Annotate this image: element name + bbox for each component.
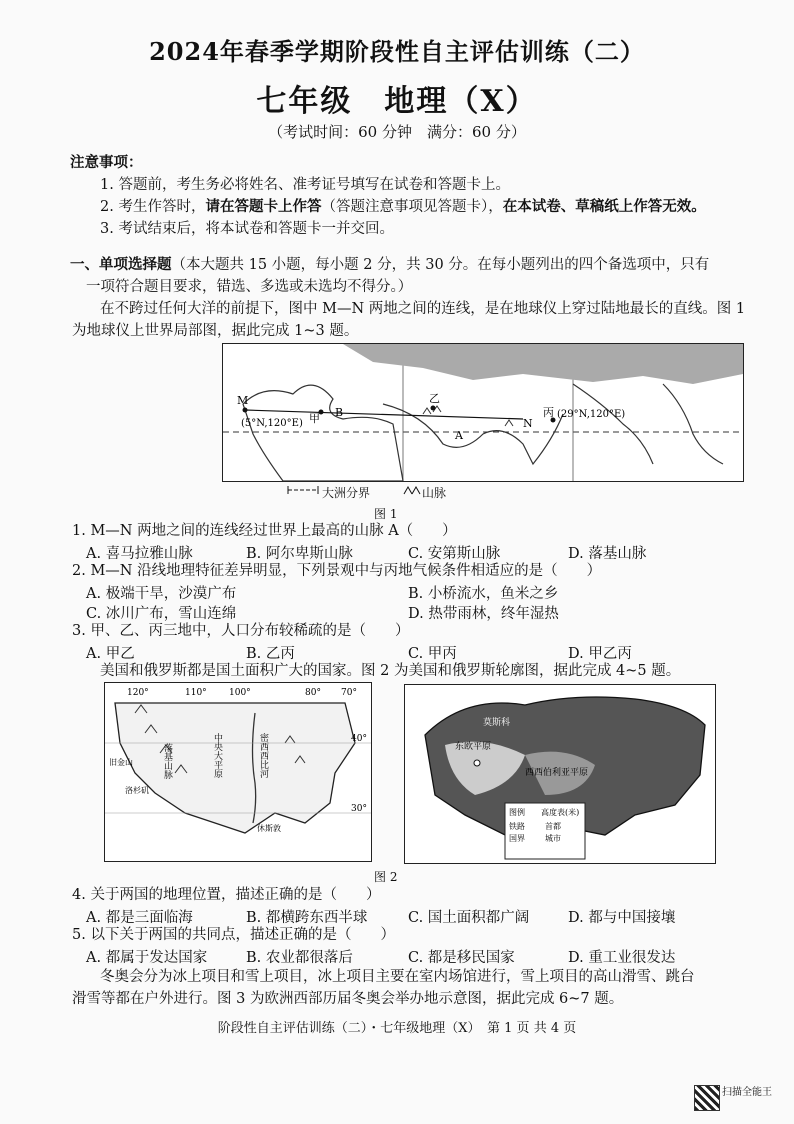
- scanner-watermark: 扫描全能王: [722, 1087, 772, 1098]
- usa-river-label: 密西西比河: [258, 733, 268, 778]
- q5-option-c[interactable]: C. 都是移民国家: [408, 950, 515, 966]
- qr-code-icon: [694, 1085, 720, 1111]
- q4-stem: 4. 关于两国的地理位置，描述正确的是（ ）: [72, 887, 381, 903]
- ru-legend-city: 城市: [545, 834, 561, 843]
- q3-option-d[interactable]: D. 甲乙丙: [568, 646, 632, 662]
- q4-option-b[interactable]: B. 都横跨东西半球: [246, 910, 368, 926]
- usa-lon-100: 100°: [229, 688, 251, 698]
- q1-stem: 1. M—N 两地之间的连线经过世界上最高的山脉 A（ ）: [72, 523, 457, 539]
- ru-plain-label: 东欧平原: [455, 742, 492, 752]
- figure-2-usa-svg: [105, 683, 371, 861]
- usa-outline: [115, 703, 355, 833]
- intro-1-line-1: 在不跨过任何大洋的前提下，图中 M—N 两地之间的连线，是在地球仪上穿过陆地最长的直线。图 1: [100, 301, 746, 317]
- q3-stem: 3. 甲、乙、丙三地中，人口分布较稀疏的是（ ）: [72, 623, 410, 639]
- usa-city-sf: 旧金山: [109, 758, 133, 767]
- ru-city-label: 莫斯科: [483, 718, 511, 728]
- usa-city-la: 洛杉矶: [125, 786, 149, 795]
- figure-2-caption: 图 2: [374, 870, 398, 884]
- exam-title: 2024年春季学期阶段性自主评估训练（二）: [149, 37, 645, 66]
- exam-subtitle: 七年级 地理（X）: [256, 84, 538, 119]
- notice-item-1: 1. 答题前，考生务必将姓名、准考证号填写在试卷和答题卡上。: [100, 177, 510, 193]
- q4-option-d[interactable]: D. 都与中国接壤: [568, 910, 676, 926]
- label-bing: 丙: [543, 406, 554, 419]
- section-heading-line: [70, 254, 709, 276]
- figure-1-svg: [223, 344, 743, 481]
- notice-item-2-a: 2. 考生作答时，: [100, 199, 206, 215]
- section-desc-1: （本大题共 15 小题，每小题 2 分，共 30 分。在每小题列出的四个备选项中，只有: [171, 257, 710, 273]
- label-jia: 甲: [309, 412, 320, 425]
- usa-lon-80: 80°: [305, 688, 321, 698]
- usa-rocky-label: 落基山脉: [162, 743, 172, 779]
- usa-lat-40-label: 40°: [351, 734, 367, 744]
- point-yi: [431, 406, 436, 411]
- legend-mountain-icon: [402, 484, 422, 496]
- page-footer: 阶段性自主评估训练（二）・七年级地理（X） 第 1 页 共 4 页: [217, 1021, 577, 1036]
- figure-2-usa-map: [104, 682, 372, 862]
- usa-city-houston: 休斯敦: [257, 824, 281, 833]
- q1-option-d[interactable]: D. 落基山脉: [568, 546, 647, 562]
- section-heading: 一、单项选择题: [70, 256, 172, 273]
- q5-option-d[interactable]: D. 重工业很发达: [568, 950, 676, 966]
- q2-option-a[interactable]: A. 极端干旱，沙漠广布: [86, 586, 237, 602]
- label-m: M: [237, 394, 249, 407]
- usa-lat-30-label: 30°: [351, 804, 367, 814]
- ru-legend-border: 国界: [509, 834, 525, 843]
- coord-left: (5°N,120°E): [241, 418, 303, 429]
- figure-2-russia-map: [404, 684, 716, 864]
- moscow-dot: [474, 760, 480, 766]
- q2-option-b[interactable]: B. 小桥流水，鱼米之乡: [408, 586, 559, 602]
- intro-1-line-2: 为地球仪上世界局部图，据此完成 1~3 题。: [72, 323, 359, 339]
- point-m: [243, 408, 248, 413]
- figure-1-caption: 图 1: [374, 507, 398, 521]
- q5-option-a[interactable]: A. 都属于发达国家: [86, 950, 208, 966]
- notice-item-2-b: 请在答题卡上作答: [205, 198, 322, 215]
- asia-coast: [383, 404, 563, 464]
- coord-right: (29°N,120°E): [557, 409, 626, 420]
- legend-mountain: 山脉: [422, 486, 447, 500]
- notice-item-3: 3. 考试结束后，将本试卷和答题卡一并交回。: [100, 221, 394, 237]
- q5-option-b[interactable]: B. 农业都很落后: [246, 950, 353, 966]
- q1-option-c[interactable]: C. 安第斯山脉: [408, 546, 501, 562]
- q1-option-b[interactable]: B. 阿尔卑斯山脉: [246, 546, 353, 562]
- usa-lon-70: 70°: [341, 688, 357, 698]
- label-a: A: [455, 429, 463, 442]
- q4-option-c[interactable]: C. 国土面积都广阔: [408, 910, 530, 926]
- usa-plain-label: 中央大平原: [212, 733, 222, 778]
- usa-lon-120: 120°: [127, 688, 149, 698]
- legend-boundary: 大洲分界: [322, 486, 371, 500]
- q1-option-a[interactable]: A. 喜马拉雅山脉: [86, 546, 193, 562]
- intro-3-line-1: 冬奥会分为冰上项目和雪上项目，冰上项目主要在室内场馆进行，雪上项目的高山滑雪、跳台: [100, 969, 695, 985]
- q2-option-d[interactable]: D. 热带雨林，终年湿热: [408, 606, 559, 622]
- ru-legend-capital: 首都: [545, 822, 561, 831]
- q2-option-c[interactable]: C. 冰川广布，雪山连绵: [86, 606, 237, 622]
- notice-item-2-c: （答题注意事项见答题卡），: [321, 199, 503, 215]
- exam-info: （考试时间：60 分钟 满分：60 分）: [268, 123, 526, 141]
- q3-option-c[interactable]: C. 甲丙: [408, 646, 457, 662]
- intro-2: 美国和俄罗斯都是国土面积广大的国家。图 2 为美国和俄罗斯轮廓图，据此完成 4~5 题。: [100, 663, 681, 679]
- intro-3-line-2: 滑雪等都在户外进行。图 3 为欧洲西部历届冬奥会举办地示意图，据此完成 6~7 题。: [72, 991, 624, 1007]
- notice-heading: 注意事项：: [70, 154, 143, 171]
- africa-europe-coast: [243, 385, 403, 481]
- label-yi: 乙: [429, 392, 440, 405]
- legend-boundary-icon: [286, 484, 320, 496]
- usa-lon-110: 110°: [185, 688, 207, 698]
- east-asia-coast: [573, 384, 723, 464]
- q4-option-a[interactable]: A. 都是三面临海: [86, 910, 193, 926]
- ru-legend-title: 图例: [509, 808, 525, 817]
- notice-item-2: [100, 196, 706, 218]
- ru-plain2-label: 西西伯利亚平原: [525, 768, 589, 778]
- label-b: B: [335, 406, 344, 419]
- q5-stem: 5. 以下关于两国的共同点，描述正确的是（ ）: [72, 927, 395, 943]
- section-desc-2: 一项符合题目要求，错选、多选或未选均不得分。）: [86, 279, 413, 295]
- ru-legend-rail: 铁路: [509, 822, 525, 831]
- q3-option-a[interactable]: A. 甲乙: [86, 646, 135, 662]
- notice-item-2-d: 在本试卷、草稿纸上作答无效。: [502, 198, 706, 215]
- ru-legend-elev: 高度表(米): [541, 808, 580, 817]
- q2-stem: 2. M—N 沿线地理特征差异明显，下列景观中与丙地气候条件相适应的是（ ）: [72, 563, 602, 579]
- label-n: N: [523, 417, 533, 430]
- figure-1-map: [222, 343, 744, 482]
- figure-2-russia-svg: [405, 685, 715, 863]
- q3-option-b[interactable]: B. 乙丙: [246, 646, 295, 662]
